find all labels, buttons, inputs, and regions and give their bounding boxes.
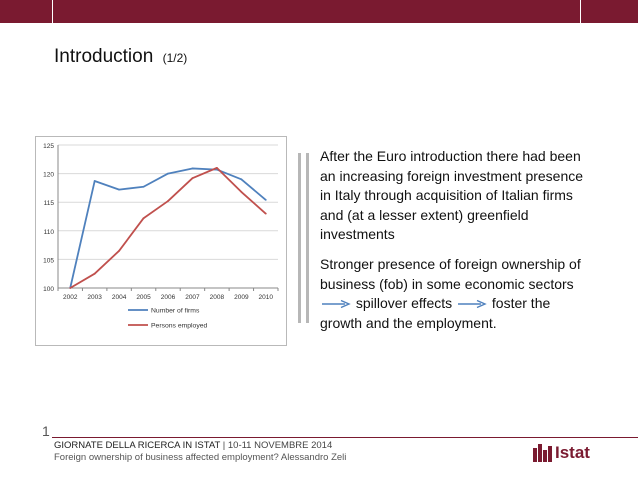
data-point <box>69 287 71 289</box>
data-point <box>143 217 145 219</box>
x-tick-label: 2002 <box>62 294 78 301</box>
x-tick-label: 2006 <box>160 294 176 301</box>
data-point <box>265 213 267 215</box>
data-point <box>167 173 169 175</box>
data-point <box>216 167 218 169</box>
data-point <box>265 199 267 201</box>
x-tick-label: 2007 <box>185 294 200 301</box>
footer-rule <box>52 437 638 438</box>
logo-text: Istat <box>555 443 590 462</box>
chart-frame <box>35 136 287 346</box>
data-point <box>192 177 194 179</box>
y-tick-label: 115 <box>43 200 54 208</box>
data-point <box>167 200 169 202</box>
paragraph-ownership <box>320 255 590 333</box>
data-point <box>240 191 242 193</box>
x-tick-label: 2003 <box>87 294 102 301</box>
data-point <box>143 186 145 188</box>
divider-line <box>306 153 309 323</box>
paragraph-intro: After the Euro introduction there had been an increasing foreign investment presence in Italy through acquisition of Italian firms and (at a lesser extent) greenfield investments <box>320 148 584 242</box>
paragraph-spillover-text: spillover effects <box>355 295 453 311</box>
paragraph-ownership-text: Stronger presence of foreign ownership of business (fob) in some economic sectors <box>320 256 581 292</box>
banner-divider <box>52 0 53 23</box>
footer-event-name: GIORNATE DELLA RICERCA IN ISTAT <box>54 440 221 451</box>
y-tick-label: 105 <box>43 257 54 265</box>
x-tick-label: 2009 <box>234 294 249 301</box>
data-point <box>118 250 120 252</box>
legend-label: Number of firms <box>151 307 200 315</box>
paragraph-growth-text: foster the growth and the employment. <box>320 295 551 331</box>
x-tick-label: 2005 <box>136 294 151 301</box>
istat-logo <box>533 444 608 464</box>
y-tick-label: 110 <box>43 228 54 236</box>
data-point <box>94 273 96 275</box>
y-tick-label: 100 <box>43 286 54 293</box>
footer-event <box>54 440 332 451</box>
footer-date: 10-11 NOVEMBRE 2014 <box>227 440 333 451</box>
logo-mark-icon <box>533 444 553 462</box>
divider-line <box>298 153 301 323</box>
data-point <box>192 168 194 170</box>
arrow-icon <box>320 299 352 309</box>
footer-separator: | <box>222 440 226 451</box>
slide-title-suffix: (1/2) <box>162 51 188 65</box>
slide-title <box>54 46 187 68</box>
x-tick-label: 2004 <box>111 294 127 301</box>
x-tick-label: 2008 <box>209 294 225 301</box>
data-point <box>94 180 96 182</box>
arrow-icon <box>456 299 488 309</box>
legend-label: Persons employed <box>151 322 208 330</box>
slide-title-text: Introduction <box>54 46 154 67</box>
series-line-2 <box>70 168 266 288</box>
data-point <box>118 189 120 191</box>
data-point <box>240 178 242 180</box>
page-number: 1 <box>42 423 50 439</box>
top-banner <box>0 0 638 23</box>
x-tick-label: 2010 <box>258 294 274 301</box>
y-tick-label: 120 <box>43 171 54 179</box>
line-chart <box>36 137 286 345</box>
y-tick-label: 125 <box>43 143 54 150</box>
footer-talk: Foreign ownership of business affected employment? Alessandro Zeli <box>54 452 347 463</box>
banner-divider <box>580 0 581 23</box>
